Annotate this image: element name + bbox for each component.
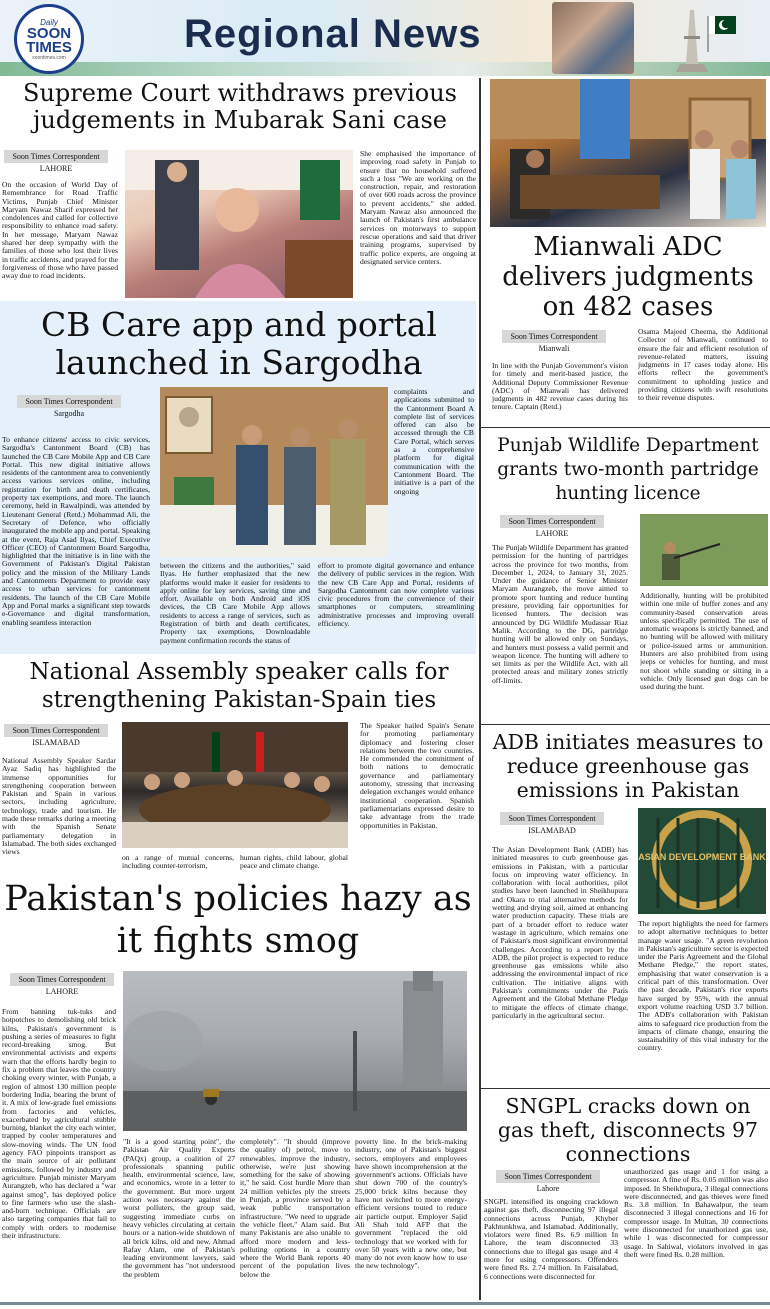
article-body-column: SNGPL intensified its ongoing crackdown against gas theft, disconnecting 97 illegal connections across Punjab, Khyber Pakhtunkhwa, and Islamabad. Additionally, violators were fined Rs. 6.9 million In Lahore, the team disconnected 33 connections due to illegal gas usage and 4 more for using compressors. Offenders were fined Rs. 2.74 million. In Faisalabad, 6 connections were disconnected for [484, 1198, 618, 1281]
article-body-column: on a range of mutual concerns, including counter-terrorism, [122, 854, 234, 871]
article-body-column: poverty line. In the brick-making industry, one of Pakistan's biggest sectors, employers and employees have shown incomprehension at the government's actions. Officials have shut down 700 of the country's 25,000 brick kilns because they have not switched to more energy-efficient versions touted to reduce air particle output. Employer Sajid Ali Shah told AFP that the government "replaced the old technology that we worked with for over 50 years with a new one, but many do not even know how to use the new technology". [355, 1138, 467, 1271]
photo-illustration [490, 79, 766, 227]
byline-location: ISLAMABAD [32, 738, 80, 747]
adb-building-photo [638, 808, 766, 914]
article-body-column: The report highlights the need for farmers to adopt alternative techniques to better manage water usage. "A green revolution in Pakistan's agriculture sector is expected under the Paris Agreement and the Global Methane Pledge," the report states, emphasising that water conservation is a critical part of this transformation. Over the past decade, Pakistan's rice exports have surged by 95%, with the annual export volume reaching USD 3.7 billion. The ADB's collaboration with Pakistan aims to safeguard rice production from the impacts of climate change, ensuring the sustainability of this vital industry for the country. [638, 920, 768, 1053]
article-byline [500, 812, 604, 835]
na-speaker-meeting-photo [122, 722, 348, 848]
byline-tag: Soon Times Correspondent [4, 724, 108, 737]
logo-soon-text: SOON [26, 24, 72, 42]
photo-illustration [640, 514, 768, 586]
byline-location: LAHORE [39, 164, 73, 173]
byline-tag: Soon Times Correspondent [500, 515, 604, 528]
article-headline[interactable]: CB Care app and portal launched in Sargodha [41, 305, 437, 382]
article-body-column: human rights, child labour, global peace and climate change. [240, 854, 348, 871]
section-divider [481, 427, 770, 428]
soon-times-logo[interactable] [14, 4, 84, 74]
byline-location: Sargodha [53, 409, 85, 418]
masthead [0, 0, 770, 76]
article-headline[interactable]: Pakistan's policies hazy as it fights smog [4, 879, 472, 961]
article-body-column: "It is a good starting point", the Pakistan Air Quality Experts (PAQx) group, a coalition of 27 professionals spanning public health, environmental science, law, and economics, wrote in a letter to the government. But more urgent action was necessary against the worst polluters, the group said, suggesting immediate curbs on heavy vehicles circulating at certain hours or a nation-wide shutdown of all brick kilns, old and new. Ahmad Rafay Alam, one of Pakistan's leading environment lawyers, said the government has "not understood the problem [123, 1138, 235, 1279]
minar-e-pakistan-icon [660, 6, 740, 72]
article-byline [17, 395, 121, 418]
article-body-column: In line with the Punjab Government's vision for timely and merit-based justice, the Additional Deputy Commissioner Revenue (ADC) of Mianwali has delivered judgments in 482 revenue cases during his tenure. Captain (Retd.) [492, 362, 628, 412]
article-headline[interactable]: Mianwali ADC delivers judgments on 482 cases [502, 232, 754, 322]
logo-url-text: soontimes.com [32, 54, 66, 61]
section-title: Regional News [184, 12, 482, 56]
byline-location: LAHORE [535, 529, 569, 538]
article-body-column: The Punjab Wildlife Department has granted permission for the hunting of partridges across the province for two months, from December 1, 2024, to January 31, 2025. Under the guidance of Senior Minister Maryam Aurangzeb, the move aimed to promote sport hunting and reduce hunting pressure, providing fair opportunities for licensed hunters. The decision was announced by DG Wildlife Mudassar Riaz Malik. According to the DG, partridge hunting will be allowed only on Sundays, and hunters must possess a valid permit and weapon licence. The hunting will adhere to set limits as per the Wildlife Act, with all protected areas and military zones strictly off-limits. [492, 544, 628, 685]
byline-tag: Soon Times Correspondent [496, 1170, 600, 1183]
article-headline[interactable]: Supreme Court withdraws previous judgements in Mubarak Sani case [23, 79, 457, 134]
article-body-column: From banning tuk-tuks and hotpotches to demolishing old brick kilns, Pakistan's government is pushing a series of measures to fight record-breaking smog. But environmental activists and experts warn that the efforts hardly begin to fix a problem that leaves the country choking every winter, with Punjab, a region of almost 130 million people bordering India, bearing the brunt of it. A mix of low-grade fuel emissions from factories and vehicles, exacerbated by agricultural stubble burning, blanket the city each winter, trapped by cooler temperatures and slow-moving winds. The UN food agency FAO pinpoints transport as the main source of air pollutant emissions, followed by industry and agriculture. Punjab minister Maryam Aurangzeb, who has declared a "war against smog", has deployed police to fine farmers who use the slash-and-burn technique. Officials are also targeting companies that fail to comply with orders to modernise their infrastructure. [2, 1008, 116, 1241]
cb-care-launch-photo [160, 387, 388, 557]
byline-tag: Soon Times Correspondent [17, 395, 121, 408]
section-divider [481, 1088, 770, 1089]
partridge-hunting-photo [640, 514, 768, 586]
byline-location: Mianwali [538, 344, 570, 353]
article-body-column: To enhance citizens' access to civic services, Sargodha's Cantonment Board (CB) has launched the CB Care Mobile App and CB Care Portal. This new digital initiative allows residents of the cantonment area to conveniently access various services online, including registration for birth and death certificates, property tax exemptions, and more. The launch ceremony, held in Rawalpindi, was attended by Lieutenant General (Retd.) Mohammad Ali, the Secretary of Defence, who officially inaugurated the mobile app and portal. Speaking at the event, Raja Asad Ilyas, Chief Executive Officer (CEO) of Cantonment Board Sargodha, highlighted that the initiative is in line with the Government of Pakistan's Digital Pakistan policy and the mission of the Military Lands and Cantonments Department to provide easy access to urban services for cantonment residents. The launch of the CB Care Mobile App and Portal marks a significant step towards e-Governance and digital transformation, enabling seamless interaction [2, 436, 150, 627]
mianwali-court-photo [490, 79, 766, 227]
article-body-column: Additionally, hunting will be prohibited within one mile of buffer zones and any community-based conservation areas unless specifically permitted. The use of automatic weapons is strictly banned, and no hunting will be allowed with military or police-issued arms or ammunition. Hunters are also prohibited from using jeeps or vehicles for hunting, and must not shoot while standing or sitting in a vehicle. Only licensed gun dogs can be used during the hunt. [640, 592, 768, 692]
masthead-stripe [0, 62, 770, 76]
leaders-photo-collage [552, 2, 634, 74]
photo-illustration [125, 150, 353, 298]
article-byline [502, 330, 606, 353]
article-headline[interactable]: National Assembly speaker calls for strengthening Pakistan-Spain ties [29, 659, 449, 713]
article-body-column: On the occasion of World Day of Remembrance for Road Traffic Victims, Punjab Chief Minister Maryam Nawaz Sharif expressed her condolences and called for collective responsibility to enhance road safety. In her message, Maryam Nawaz shared her deep sympathy with the families of those who lost their lives in traffic accidents, and prayed for the forgiveness of those who have passed away due to road incidents. [2, 181, 118, 281]
byline-location: ISLAMABAD [528, 826, 576, 835]
photo-illustration [160, 387, 388, 557]
byline-tag: Soon Times Correspondent [10, 973, 114, 986]
article-body-column: Osama Majeed Cheema, the Additional Collector of Mianwali, continued to ensure the fair and efficient resolution of revenue-related matters, issuing judgments in 17 cases today alone. His efforts reflect the government's commitment to upholding justice and providing citizens with swift resolutions to their revenue disputes. [638, 328, 768, 403]
article-body-column: between the citizens and the authorities," said Ilyas. He further emphasized that the new platforms would make it easier for residents to apply online for key services, saving time and effort. Available on both Android and iOS devices, the CB Care Mobile App allows residents to access a range of services, such as Registration of birth and death certificates, Property tax exemptions, Downloadable payment confirmation records the status of [160, 562, 310, 645]
article-body-column: The Speaker hailed Spain's Senate for promoting parliamentary diplomacy and fostering closer relations between the two countries. He commended the commitment of both nations to democratic governance and parliamentary autonomy, stressing that increasing delegation exchanges would enhance institutional cooperation. Spanish parliamentarians expressed desire to take advantage from the trade opportunities in Pakistan. [360, 722, 474, 830]
article-body-column: effort to promote digital governance and enhance the delivery of public services in the region. With the new CB Care App and Portal, residents of Sargodha Cantonment can now complete various civic procedures from the convenience of their smartphones or computers, streamlining administrative processes and improving overall efficiency. [318, 562, 474, 629]
byline-tag: Soon Times Correspondent [4, 150, 108, 163]
photo-illustration [638, 808, 766, 914]
section-divider [481, 724, 770, 725]
article-byline [4, 724, 108, 747]
article-byline [500, 515, 604, 538]
byline-tag: Soon Times Correspondent [500, 812, 604, 825]
article-byline [10, 973, 114, 996]
article-headline[interactable]: SNGPL cracks down on gas theft, disconnects 97 connections [497, 1094, 759, 1166]
article-body-column: The Asian Development Bank (ADB) has initiated measures to curb greenhouse gas emissions in Pakistan, with a particular focus on improving water efficiency. In collaboration with local authorities, pilot studies have been launched in Sheikhupura and Okara to trial alternative methods for wetting and drying soil, aimed at enhancing water production capacity. These trials are part of a broader effort to reduce water wastage in agriculture, which remains one of Pakistan's most significant environmental challenges. According to a report by the ADB, the pilot project is expected to reduce greenhouse gas emissions while also addressing the environmental impact of rice cultivation. The initiative aligns with Pakistan's commitments under the Paris Agreement and the Global Methane Pledge to mitigate the effects of climate change, particularly in the agricultural sector. [492, 846, 628, 1020]
column-divider [479, 78, 481, 1300]
adb-sign-text: ASIAN DEVELOPMENT BANK [638, 852, 766, 862]
logo-daily-text: Daily [40, 17, 58, 27]
logo-times-text: TIMES [26, 38, 72, 56]
article-body-column: She emphasised the importance of improving road safety in Punjab to ensure that no household suffered such a loss "We are working on the construction, repair, and restoration of over 600 roads across the province to prevent accidents," she added. Maryam Nawaz also announced the launch of Pakistan's first ambulance services on motorways to support rescue operations and said that driver training programs, supervised by traffic police experts, are ongoing at designated service centers. [360, 150, 476, 266]
bottom-border [0, 1302, 770, 1305]
article-body-column: National Assembly Speaker Sardar Ayaz Sadiq has highlighted the immense opportunities for strengthening cooperation between Pakistan and Spain in various sectors, including agriculture, technology, trade and tourism. He made these remarks during a meeting with the Spanish Senate parliamentary delegation in Islamabad. The both sides exchanged views [2, 757, 116, 857]
smog-street-photo [123, 971, 467, 1131]
article-headline[interactable]: ADB initiates measures to reduce greenhouse gas emissions in Pakistan [492, 730, 764, 802]
article-headline[interactable]: Punjab Wildlife Department grants two-month partridge hunting licence [497, 435, 759, 504]
photo-illustration [122, 722, 348, 848]
article-body-column: complaints and applications submitted to the Cantonment Board A complete list of services offered can also be accessed through the CB Care Portal, which serves as a comprehensive platform for digital communication with the Cantonment Board. The initiative is a part of the ongoing [394, 388, 474, 496]
photo-illustration [123, 971, 467, 1131]
article-body-column: completely". "It should (improve the quality of) petrol, move to renewables, improve the industry, otherwise, we're just showing something for the sake of showing it," he said. Cost hurdle More than 24 million vehicles ply the streets in Punjab, a province served by a weak public transportation infrastructure. "We need to upgrade the vehicle fleet," Alam said. But many Pakistanis are also unable to afford more modern and less-polluting options in a country where the World Bank reports 40 percent of the population lives below the [240, 1138, 350, 1279]
byline-location: LAHORE [45, 987, 79, 996]
article-byline [496, 1170, 600, 1193]
article-byline [4, 150, 108, 173]
cm-meeting-photo [125, 150, 353, 298]
byline-location: Lahore [536, 1184, 560, 1193]
byline-tag: Soon Times Correspondent [502, 330, 606, 343]
article-body-column: unauthorized gas usage and 1 for using a compressor. A fine of Rs. 0.05 million was also imposed. In Sheikhupura, 3 illegal connections were disconnected, and gas thieves were fined Rs. 3.8 million. In Bahawalpur, the team disconnected 3 illegal connections and 16 for compressor usage. In Multan, 30 connections were disconnected for unauthorized gas use, while 1 was disconnected for compressor usage. In Sahiwal, violators involved in gas theft were fined Rs. 0.28 million. [624, 1168, 768, 1259]
